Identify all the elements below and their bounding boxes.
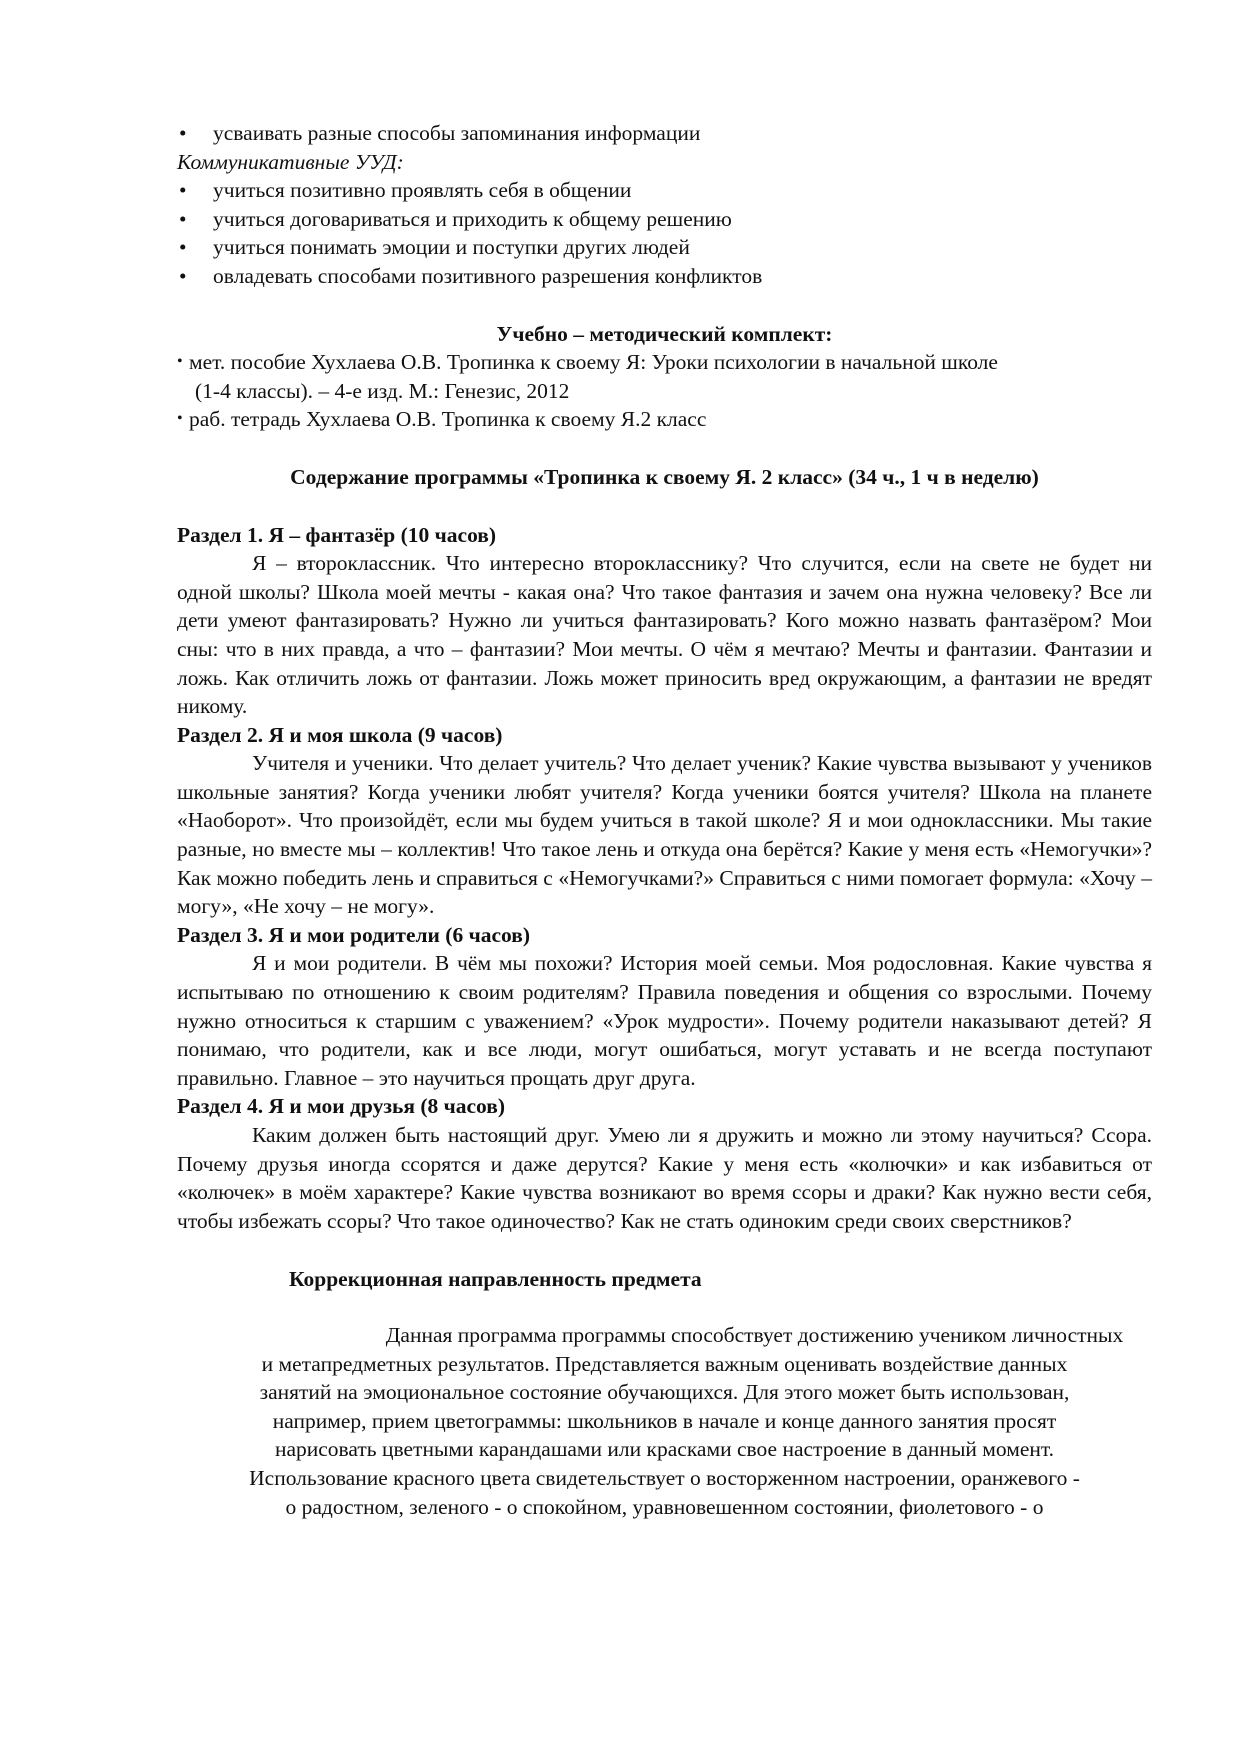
section-text: Я и мои родители. В чём мы похожи? История моей семьи. Моя родословная. Какие чувства я испытываю по отношению к своим родителям? Правила поведения и общения со взрослыми. Почему нужно относиться к старшим с уважением? «Урок мудрости». Почему родители наказывают детей? Я понимаю, что родители, как и все люди, могут ошибаться, могут уставать и не всегда поступают правильно. Главное – это научиться прощать друг друга.	[177, 951, 1152, 1090]
section-4	[177, 1092, 1152, 1235]
bullet-item: • овладевать способами позитивного разрешения конфликтов	[177, 262, 1152, 291]
document-page	[177, 119, 1152, 1521]
section-title: Раздел 4. Я и мои друзья (8 часов)	[177, 1094, 506, 1119]
bullet-item: • учиться договариваться и приходить к общему решению	[177, 205, 1152, 234]
section-title: Раздел 1. Я – фантазёр (10 часов)	[177, 522, 497, 547]
correction-title: Коррекционная направленность предмета	[289, 1267, 702, 1292]
section-3	[177, 921, 1152, 1093]
section-2	[177, 721, 1152, 921]
bullet-item: • учиться позитивно проявлять себя в общении	[177, 176, 1152, 205]
section-title: Раздел 2. Я и моя школа (9 часов)	[177, 722, 503, 747]
correction-text	[177, 1321, 1152, 1521]
bullet-item: • усваивать разные способы запоминания информации	[177, 119, 1152, 148]
bullet-item: • учиться понимать эмоции и поступки других людей	[177, 233, 1152, 262]
correction-line: например, прием цветограммы: школьников в начале и конце данного занятия просят	[272, 1408, 1057, 1433]
kit-item-line: (1-4 классы). – 4-е изд. М.: Генезис, 2012	[195, 378, 570, 403]
section-text: Я – второклассник. Что интересно второкласснику? Что случится, если на свете не будет ни одной школы? Школа моей мечты - какая она? Что такое фантазия и зачем она нужна человеку? Все ли дети умеют фантазировать? Нужно ли учиться фантазировать? Кого можно назвать фантазёром? Мои сны: что в них правда, а что – фантазии? Мои мечты. О чём я мечтаю? Мечты и фантазии. Фантазии и ложь. Как отличить ложь от фантазии. Ложь может приносить вред окружающим, а фантазии не вредят никому.	[177, 551, 1152, 719]
section-title: Раздел 3. Я и мои родители (6 часов)	[177, 922, 530, 947]
correction-line: Данная программа программы способствует достижению учеником личностных	[385, 1322, 1124, 1347]
kit-item: • раб. тетрадь Хухлаева О.В. Тропинка к своему Я.2 класс	[177, 405, 1152, 434]
section-1	[177, 521, 1152, 721]
correction-line: о радостном, зеленого - о спокойном, уравновешенном состоянии, фиолетового - о	[285, 1494, 1044, 1519]
kit-title: Учебно – методический комплект:	[496, 321, 833, 346]
correction-line: нарисовать цветными карандашами или красками свое настроение в данный момент.	[274, 1437, 1055, 1462]
section-text: Каким должен быть настоящий друг. Умею ли я дружить и можно ли этому научиться? Ссора. Почему друзья иногда ссорятся и даже дерутся? Какие у меня есть «колючки» и как избавиться от «колючек» в моём характере? Какие чувства возникают во время ссоры и драки? Как нужно вести себя, чтобы избежать ссоры? Что такое одиночество? Как не стать одиноким среди своих сверстников?	[177, 1123, 1152, 1233]
section-text: Учителя и ученики. Что делает учитель? Что делает ученик? Какие чувства вызывают у учеников школьные занятия? Когда ученики любят учителя? Когда ученики боятся учителя? Школа на планете «Наоборот». Что произойдёт, если мы будем учиться в такой школе? Я и мои одноклассники. Мы такие разные, но вместе мы – коллектив! Что такое лень и откуда она берётся? Какие у меня есть «Немогучки»? Как можно победить лень и справиться с «Немогучками?» Справиться с ними помогает формула: «Хочу – могу», «Не хочу – не могу».	[177, 751, 1152, 919]
correction-line: Использование красного цвета свидетельствует о восторженном настроении, оранжевого -	[249, 1465, 1080, 1490]
correction-line: и метапредметных результатов. Представляется важным оценивать воздействие данных	[261, 1351, 1068, 1376]
content-title: Содержание программы «Тропинка к своему Я. 2 класс» (34 ч., 1 ч в неделю)	[290, 464, 1039, 489]
kit-item	[177, 348, 1152, 405]
communicative-label: Коммуникативные УУД:	[177, 149, 404, 174]
kit-item-line: мет. пособие Хухлаева О.В. Тропинка к своему Я: Уроки психологии в начальной школе	[189, 350, 998, 375]
correction-line: занятий на эмоциональное состояние обучающихся. Для этого может быть использован,	[259, 1380, 1070, 1405]
